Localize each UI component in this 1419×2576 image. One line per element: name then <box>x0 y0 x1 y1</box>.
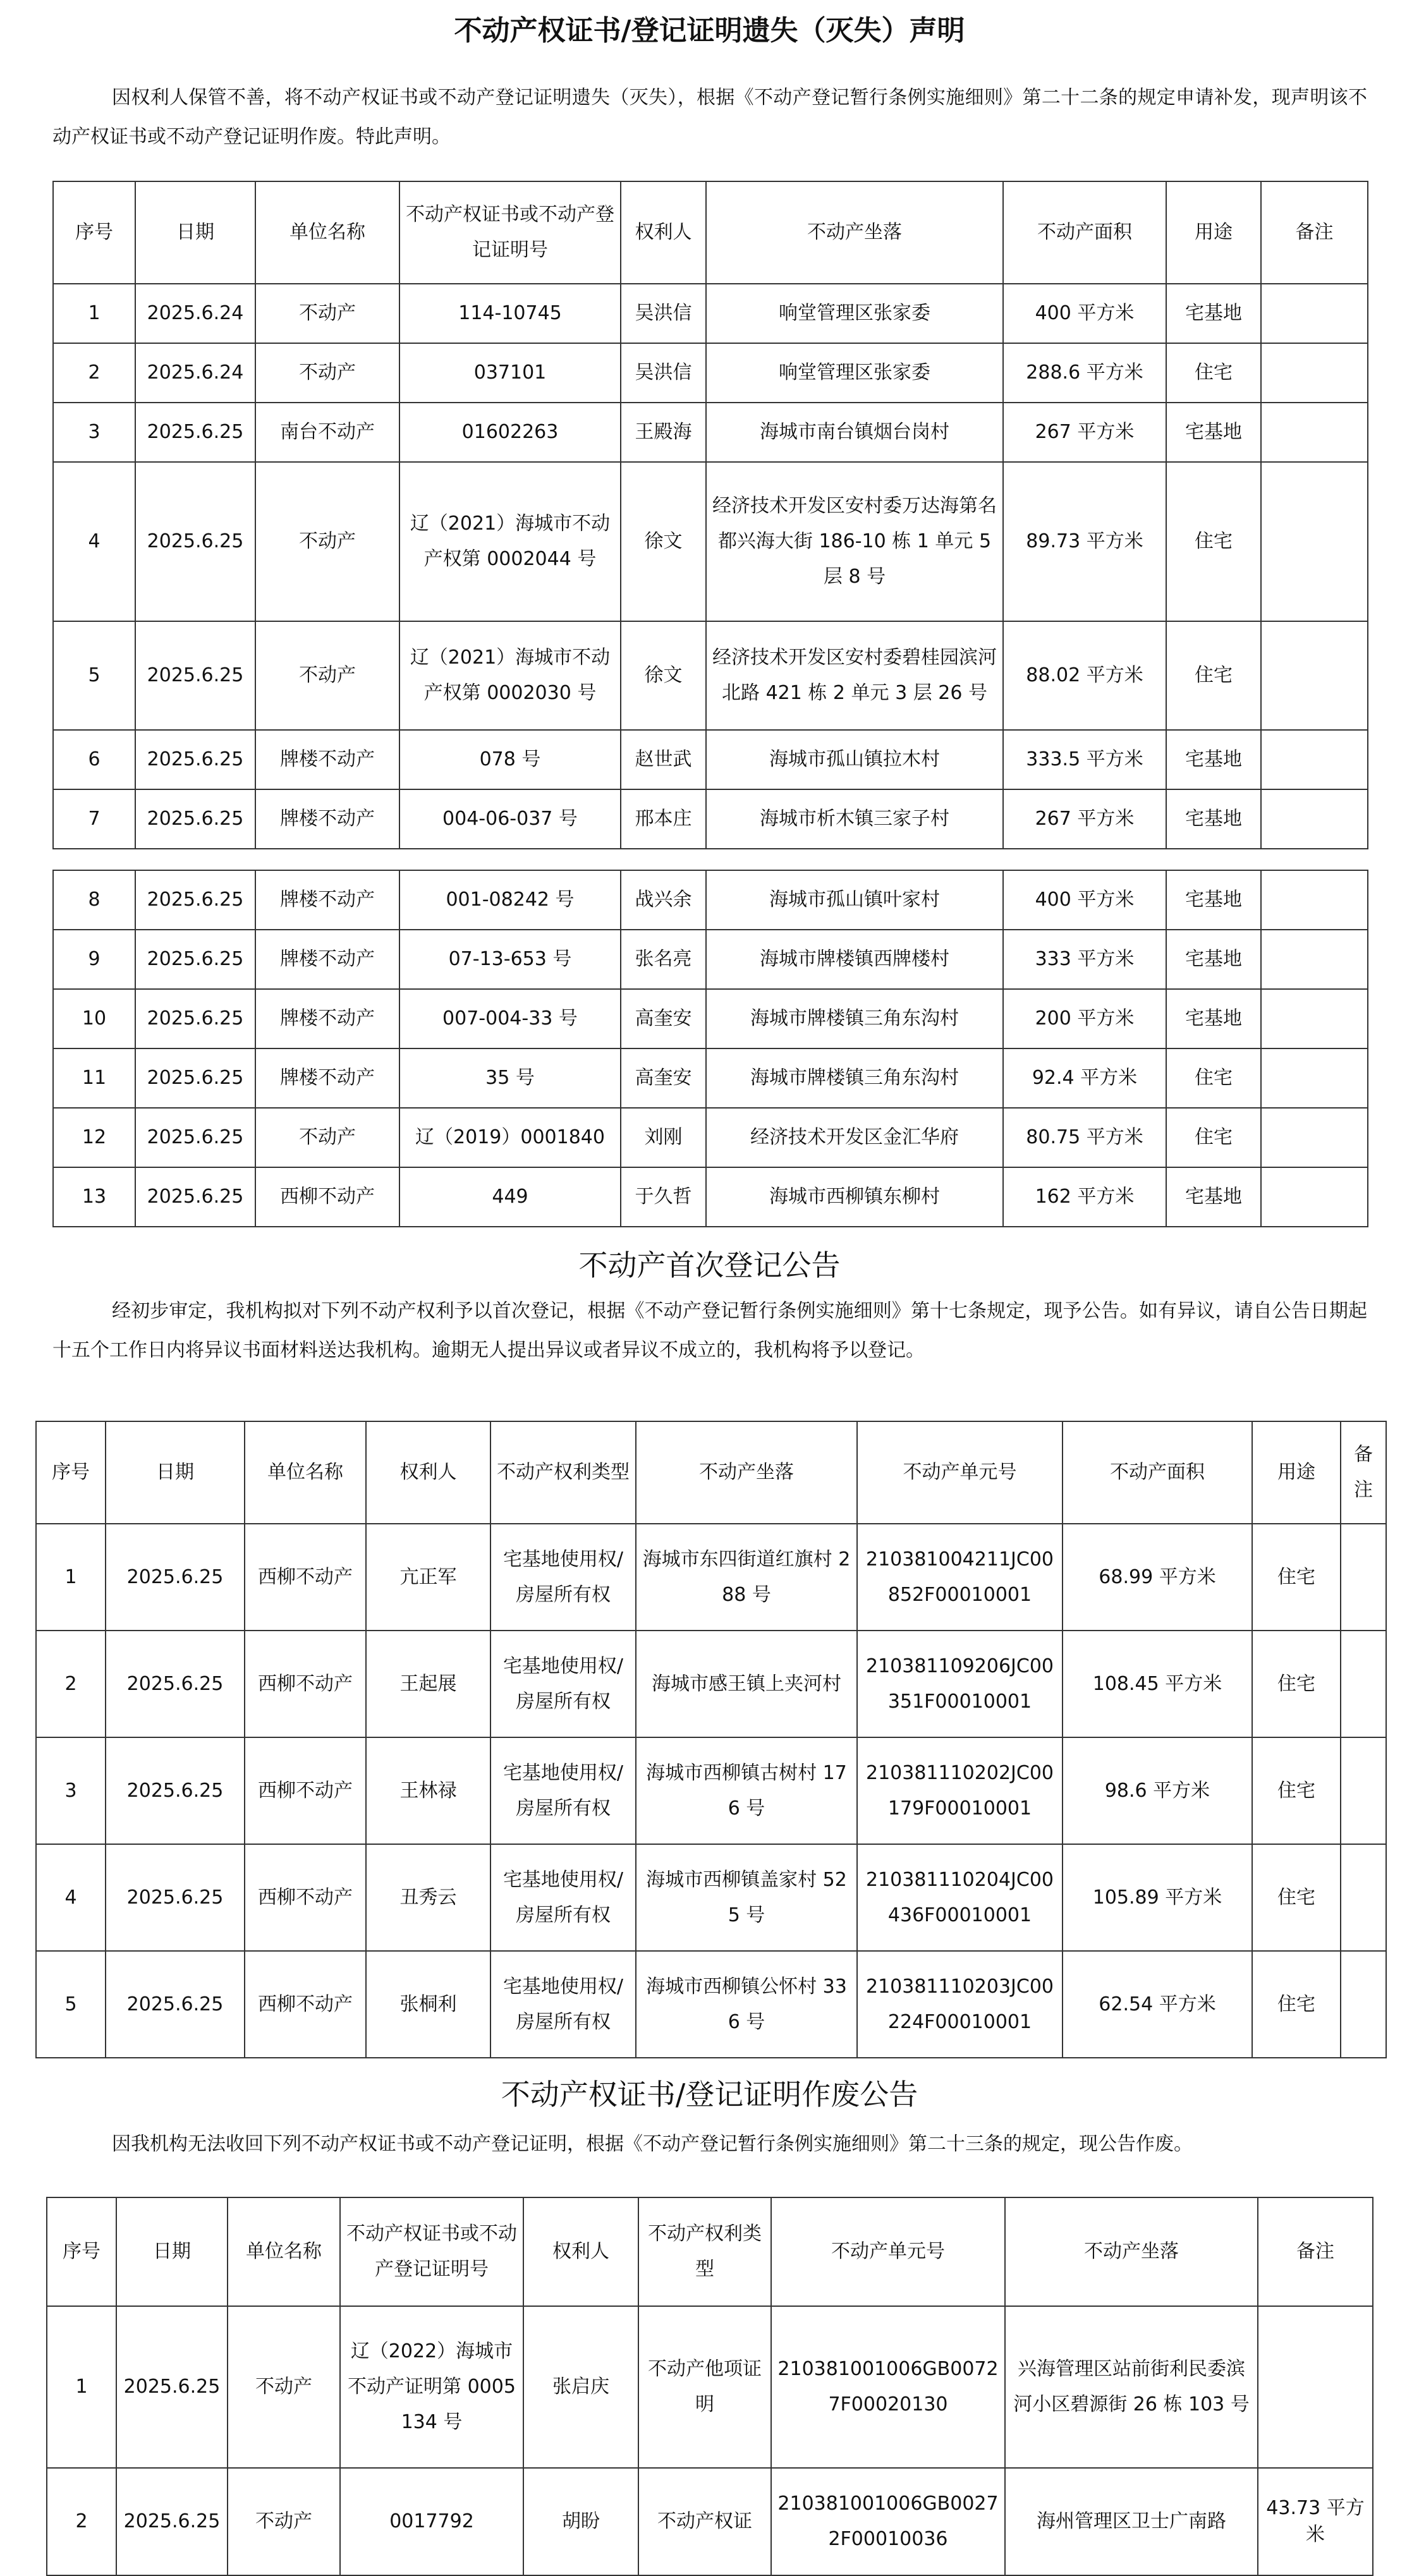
table-cell: 于久哲 <box>621 1167 706 1227</box>
table-cell <box>1261 343 1368 403</box>
table-cell: 西柳不动产 <box>245 1844 366 1951</box>
table-cell: 2025.6.25 <box>135 1167 255 1227</box>
table-cell: 海州管理区卫士广南路 <box>1005 2468 1258 2575</box>
table-cell <box>1341 1844 1386 1951</box>
table-cell <box>1341 1951 1386 2058</box>
table-cell: 海城市南台镇烟台岗村 <box>706 403 1003 462</box>
table-cell: 267 平方米 <box>1003 789 1166 849</box>
column-header: 不动产面积 <box>1003 181 1166 284</box>
table-cell: 2025.6.25 <box>135 403 255 462</box>
column-header: 日期 <box>116 2197 228 2306</box>
table-cell <box>1261 789 1368 849</box>
table-header-row <box>36 1421 1386 1524</box>
table-cell: 2025.6.25 <box>135 989 255 1048</box>
table-cell: 不动产 <box>255 462 399 621</box>
table-cell: 经济技术开发区安村委万达海第名都兴海大街 186-10 栋 1 单元 5 层 8 号 <box>706 462 1003 621</box>
table-cell: 108.45 平方米 <box>1063 1631 1252 1737</box>
table-cell: 449 <box>399 1167 621 1227</box>
table-cell <box>1261 1108 1368 1167</box>
table-cell: 高奎安 <box>621 989 706 1048</box>
table-cell: 响堂管理区张家委 <box>706 343 1003 403</box>
column-header: 单位名称 <box>245 1421 366 1524</box>
table-cell: 牌楼不动产 <box>255 989 399 1048</box>
table-cell: 1 <box>53 284 135 343</box>
table-cell: 333 平方米 <box>1003 930 1166 989</box>
column-header: 用途 <box>1252 1421 1341 1524</box>
table-cell: 4 <box>36 1844 106 1951</box>
table-cell: 333.5 平方米 <box>1003 730 1166 789</box>
column-header: 日期 <box>135 181 255 284</box>
table-row <box>53 621 1368 730</box>
table-cell: 牌楼不动产 <box>255 870 399 930</box>
table-cell <box>1261 870 1368 930</box>
table-cell: 牌楼不动产 <box>255 730 399 789</box>
table-cell: 宅基地使用权/房屋所有权 <box>490 1844 636 1951</box>
void-notice-title: 不动产权证书/登记证明作废公告 <box>501 2077 918 2111</box>
column-header: 不动产权利类型 <box>490 1421 636 1524</box>
table-cell: 210381001006GB00727F00020130 <box>771 2306 1005 2468</box>
table-cell: 邢本庄 <box>621 789 706 849</box>
table-cell: 宅基地 <box>1166 730 1261 789</box>
table-row <box>53 1167 1368 1227</box>
table-cell: 2025.6.25 <box>135 462 255 621</box>
column-header: 备注 <box>1258 2197 1373 2306</box>
table-cell: 徐文 <box>621 621 706 730</box>
table-cell: 2025.6.24 <box>135 284 255 343</box>
table-cell: 牌楼不动产 <box>255 930 399 989</box>
table-cell: 辽（2021）海城市不动产权第 0002044 号 <box>399 462 621 621</box>
column-header: 不动产权利类型 <box>638 2197 771 2306</box>
table-cell: 004-06-037 号 <box>399 789 621 849</box>
column-header: 单位名称 <box>255 181 399 284</box>
table-cell: 2025.6.25 <box>135 870 255 930</box>
table-cell: 2025.6.25 <box>116 2468 228 2575</box>
table-cell: 住宅 <box>1166 343 1261 403</box>
table-cell: 210381001006GB00272F00010036 <box>771 2468 1005 2575</box>
table-cell: 不动产 <box>255 1108 399 1167</box>
table-cell: 88.02 平方米 <box>1003 621 1166 730</box>
lost-notice-title: 不动产权证书/登记证明遗失（灭失）声明 <box>454 15 965 47</box>
table-cell: 2025.6.25 <box>135 930 255 989</box>
table-row <box>53 989 1368 1048</box>
table-cell: 35 号 <box>399 1048 621 1108</box>
table-cell: 2025.6.25 <box>135 621 255 730</box>
table-cell: 吴洪信 <box>621 343 706 403</box>
column-header: 权利人 <box>523 2197 638 2306</box>
table-cell: 43.73 平方米 <box>1258 2468 1373 2575</box>
table-row <box>53 462 1368 621</box>
table-cell: 10 <box>53 989 135 1048</box>
table-cell <box>1261 1048 1368 1108</box>
table-cell: 西柳不动产 <box>255 1167 399 1227</box>
table-cell: 住宅 <box>1252 1951 1341 2058</box>
table-cell: 宅基地 <box>1166 930 1261 989</box>
table-header-row <box>47 2197 1373 2306</box>
table-cell: 267 平方米 <box>1003 403 1166 462</box>
table-cell: 海城市西柳镇盖家村 525 号 <box>636 1844 857 1951</box>
table-cell: 经济技术开发区金汇华府 <box>706 1108 1003 1167</box>
table-cell: 001-08242 号 <box>399 870 621 930</box>
table-cell: 住宅 <box>1166 462 1261 621</box>
table-cell: 海城市西柳镇古树村 176 号 <box>636 1737 857 1844</box>
table-cell: 牌楼不动产 <box>255 1048 399 1108</box>
table-row <box>47 2468 1373 2575</box>
table-cell: 辽（2019）0001840 <box>399 1108 621 1167</box>
table-cell: 海城市感王镇上夹河村 <box>636 1631 857 1737</box>
table-cell: 80.75 平方米 <box>1003 1108 1166 1167</box>
table-cell: 宅基地 <box>1166 403 1261 462</box>
table-cell: 400 平方米 <box>1003 870 1166 930</box>
column-header: 序号 <box>53 181 135 284</box>
table-cell: 7 <box>53 789 135 849</box>
table-cell <box>1261 621 1368 730</box>
first-registration-table <box>35 1421 1387 2058</box>
table-cell: 宅基地使用权/房屋所有权 <box>490 1737 636 1844</box>
column-header: 不动产单元号 <box>857 1421 1063 1524</box>
table-cell: 2025.6.25 <box>106 1524 245 1631</box>
table-cell: 210381004211JC00852F00010001 <box>857 1524 1063 1631</box>
table-cell: 2025.6.25 <box>135 789 255 849</box>
table-cell: 210381110202JC00179F00010001 <box>857 1737 1063 1844</box>
table-cell: 6 <box>53 730 135 789</box>
table-cell: 经济技术开发区安村委碧桂园滨河北路 421 栋 2 单元 3 层 26 号 <box>706 621 1003 730</box>
column-header: 日期 <box>106 1421 245 1524</box>
table-cell: 2025.6.25 <box>106 1951 245 2058</box>
table-cell: 5 <box>36 1951 106 2058</box>
table-cell: 赵世武 <box>621 730 706 789</box>
table-cell: 2 <box>47 2468 116 2575</box>
table-cell: 2025.6.25 <box>106 1631 245 1737</box>
table-cell: 8 <box>53 870 135 930</box>
table-cell: 037101 <box>399 343 621 403</box>
table-cell <box>1341 1631 1386 1737</box>
table-cell: 210381110204JC00436F00010001 <box>857 1844 1063 1951</box>
table-cell: 辽（2022）海城市不动产证明第 0005134 号 <box>340 2306 523 2468</box>
table-cell: 105.89 平方米 <box>1063 1844 1252 1951</box>
column-header: 序号 <box>36 1421 106 1524</box>
table-cell: 200 平方米 <box>1003 989 1166 1048</box>
table-cell: 宅基地 <box>1166 1167 1261 1227</box>
table-cell: 92.4 平方米 <box>1003 1048 1166 1108</box>
table-cell: 01602263 <box>399 403 621 462</box>
table-cell: 住宅 <box>1252 1844 1341 1951</box>
table-cell: 9 <box>53 930 135 989</box>
table-cell <box>1261 403 1368 462</box>
table-cell: 007-004-33 号 <box>399 989 621 1048</box>
lost-notice-table-part1 <box>52 181 1368 849</box>
table-cell: 2025.6.25 <box>135 1108 255 1167</box>
table-cell: 海城市牌楼镇西牌楼村 <box>706 930 1003 989</box>
table-cell: 王林禄 <box>366 1737 490 1844</box>
table-cell: 海城市孤山镇拉木村 <box>706 730 1003 789</box>
table-cell: 住宅 <box>1166 1048 1261 1108</box>
table-row <box>36 1631 1386 1737</box>
table-cell: 住宅 <box>1166 621 1261 730</box>
table-cell: 210381109206JC00351F00010001 <box>857 1631 1063 1737</box>
table-row <box>47 2306 1373 2468</box>
table-cell: 亢正军 <box>366 1524 490 1631</box>
table-cell: 宅基地 <box>1166 870 1261 930</box>
table-cell: 3 <box>36 1737 106 1844</box>
table-cell: 响堂管理区张家委 <box>706 284 1003 343</box>
table-cell: 宅基地 <box>1166 284 1261 343</box>
column-header: 不动产权证书或不动产登记证明号 <box>399 181 621 284</box>
table-cell: 400 平方米 <box>1003 284 1166 343</box>
table-cell: 62.54 平方米 <box>1063 1951 1252 2058</box>
table-row <box>53 930 1368 989</box>
column-header: 权利人 <box>621 181 706 284</box>
table-cell: 王殿海 <box>621 403 706 462</box>
table-cell <box>1261 989 1368 1048</box>
table-cell: 刘刚 <box>621 1108 706 1167</box>
table-row <box>36 1737 1386 1844</box>
table-cell: 不动产 <box>255 284 399 343</box>
column-header: 不动产坐落 <box>1005 2197 1258 2306</box>
table-cell: 西柳不动产 <box>245 1951 366 2058</box>
table-cell: 王起展 <box>366 1631 490 1737</box>
table-cell: 海城市西柳镇东柳村 <box>706 1167 1003 1227</box>
table-cell: 吴洪信 <box>621 284 706 343</box>
table-cell: 牌楼不动产 <box>255 789 399 849</box>
table-cell: 海城市牌楼镇三角东沟村 <box>706 1048 1003 1108</box>
table-cell <box>1261 1167 1368 1227</box>
table-cell: 胡盼 <box>523 2468 638 2575</box>
table-cell <box>1258 2306 1373 2468</box>
table-cell: 不动产他项证明 <box>638 2306 771 2468</box>
table-cell: 078 号 <box>399 730 621 789</box>
table-cell: 210381110203JC00224F00010001 <box>857 1951 1063 2058</box>
table-cell: 13 <box>53 1167 135 1227</box>
lost-notice-intro: 因权利人保管不善，将不动产权证书或不动产登记证明遗失（灭失），根据《不动产登记暂行条例实施细则》第二十二条的规定申请补发，现声明该不动产权证书或不动产登记证明作废。特此声明。 <box>52 87 1367 148</box>
table-cell: 2 <box>53 343 135 403</box>
table-cell: 2025.6.25 <box>135 1048 255 1108</box>
table-cell <box>1261 730 1368 789</box>
table-cell: 0017792 <box>340 2468 523 2575</box>
table-cell: 宅基地使用权/房屋所有权 <box>490 1631 636 1737</box>
table-cell: 162 平方米 <box>1003 1167 1166 1227</box>
column-header: 序号 <box>47 2197 116 2306</box>
void-notice-table <box>46 2197 1373 2576</box>
table-cell: 住宅 <box>1252 1631 1341 1737</box>
table-cell: 2 <box>36 1631 106 1737</box>
table-cell: 114-10745 <box>399 284 621 343</box>
table-cell: 不动产 <box>228 2306 340 2468</box>
column-header: 单位名称 <box>228 2197 340 2306</box>
void-notice-intro: 因我机构无法收回下列不动产权证书或不动产登记证明，根据《不动产登记暂行条例实施细则》第二十三条的规定，现公告作废。 <box>112 2133 1193 2155</box>
column-header: 不动产面积 <box>1063 1421 1252 1524</box>
column-header: 不动产单元号 <box>771 2197 1005 2306</box>
table-cell: 3 <box>53 403 135 462</box>
table-cell: 南台不动产 <box>255 403 399 462</box>
table-cell: 宅基地使用权/房屋所有权 <box>490 1524 636 1631</box>
table-cell: 07-13-653 号 <box>399 930 621 989</box>
table-cell: 住宅 <box>1252 1524 1341 1631</box>
table-cell: 张桐利 <box>366 1951 490 2058</box>
table-cell: 海城市孤山镇叶家村 <box>706 870 1003 930</box>
table-cell: 西柳不动产 <box>245 1524 366 1631</box>
column-header: 不动产坐落 <box>706 181 1003 284</box>
table-cell: 5 <box>53 621 135 730</box>
table-cell: 住宅 <box>1252 1737 1341 1844</box>
table-cell: 288.6 平方米 <box>1003 343 1166 403</box>
table-cell <box>1341 1524 1386 1631</box>
table-cell: 98.6 平方米 <box>1063 1737 1252 1844</box>
column-header: 不动产坐落 <box>636 1421 857 1524</box>
table-row <box>53 1048 1368 1108</box>
first-registration-title: 不动产首次登记公告 <box>578 1248 841 1282</box>
table-cell: 宅基地使用权/房屋所有权 <box>490 1951 636 2058</box>
table-row <box>53 870 1368 930</box>
table-cell: 住宅 <box>1166 1108 1261 1167</box>
table-cell: 不动产 <box>255 621 399 730</box>
table-cell: 宅基地 <box>1166 989 1261 1048</box>
table-cell: 68.99 平方米 <box>1063 1524 1252 1631</box>
table-cell <box>1261 930 1368 989</box>
lost-notice-table-part2 <box>52 870 1368 1227</box>
column-header: 不动产权证书或不动产登记证明号 <box>340 2197 523 2306</box>
table-cell: 2025.6.25 <box>106 1737 245 1844</box>
table-row <box>53 403 1368 462</box>
table-cell: 不动产 <box>228 2468 340 2575</box>
table-cell: 西柳不动产 <box>245 1631 366 1737</box>
table-cell: 徐文 <box>621 462 706 621</box>
table-cell: 1 <box>47 2306 116 2468</box>
table-cell: 宅基地 <box>1166 789 1261 849</box>
table-cell: 高奎安 <box>621 1048 706 1108</box>
table-row <box>53 343 1368 403</box>
table-row <box>53 1108 1368 1167</box>
table-cell <box>1261 462 1368 621</box>
table-cell: 丑秀云 <box>366 1844 490 1951</box>
table-cell <box>1261 284 1368 343</box>
table-row <box>36 1524 1386 1631</box>
table-cell: 11 <box>53 1048 135 1108</box>
column-header: 用途 <box>1166 181 1261 284</box>
table-cell: 海城市东四街道红旗村 288 号 <box>636 1524 857 1631</box>
table-row <box>36 1951 1386 2058</box>
table-cell: 海城市西柳镇公怀村 336 号 <box>636 1951 857 2058</box>
table-cell: 2025.6.25 <box>135 730 255 789</box>
table-cell: 12 <box>53 1108 135 1167</box>
table-cell: 兴海管理区站前街利民委滨河小区碧源街 26 栋 103 号 <box>1005 2306 1258 2468</box>
table-cell: 89.73 平方米 <box>1003 462 1166 621</box>
column-header: 备注 <box>1261 181 1368 284</box>
table-cell: 辽（2021）海城市不动产权第 0002030 号 <box>399 621 621 730</box>
table-cell: 西柳不动产 <box>245 1737 366 1844</box>
table-cell: 战兴余 <box>621 870 706 930</box>
table-cell: 海城市牌楼镇三角东沟村 <box>706 989 1003 1048</box>
table-cell: 不动产 <box>255 343 399 403</box>
table-cell <box>1341 1737 1386 1844</box>
column-header: 备注 <box>1341 1421 1386 1524</box>
table-cell: 海城市析木镇三家子村 <box>706 789 1003 849</box>
table-cell: 4 <box>53 462 135 621</box>
table-row <box>36 1844 1386 1951</box>
table-cell: 张名亮 <box>621 930 706 989</box>
table-cell: 1 <box>36 1524 106 1631</box>
table-cell: 2025.6.25 <box>106 1844 245 1951</box>
first-registration-intro: 经初步审定，我机构拟对下列不动产权利予以首次登记，根据《不动产登记暂行条例实施细则》第十七条规定，现予公告。如有异议，请自公告日期起十五个工作日内将异议书面材料送达我机构。逾期无人提出异议或者异议不成立的，我机构将予以登记。 <box>52 1300 1367 1361</box>
table-row <box>53 730 1368 789</box>
table-cell: 2025.6.25 <box>116 2306 228 2468</box>
table-row <box>53 284 1368 343</box>
table-cell: 张启庆 <box>523 2306 638 2468</box>
table-header-row <box>53 181 1368 284</box>
table-cell: 不动产权证 <box>638 2468 771 2575</box>
column-header: 权利人 <box>366 1421 490 1524</box>
table-row <box>53 789 1368 849</box>
table-cell: 2025.6.24 <box>135 343 255 403</box>
